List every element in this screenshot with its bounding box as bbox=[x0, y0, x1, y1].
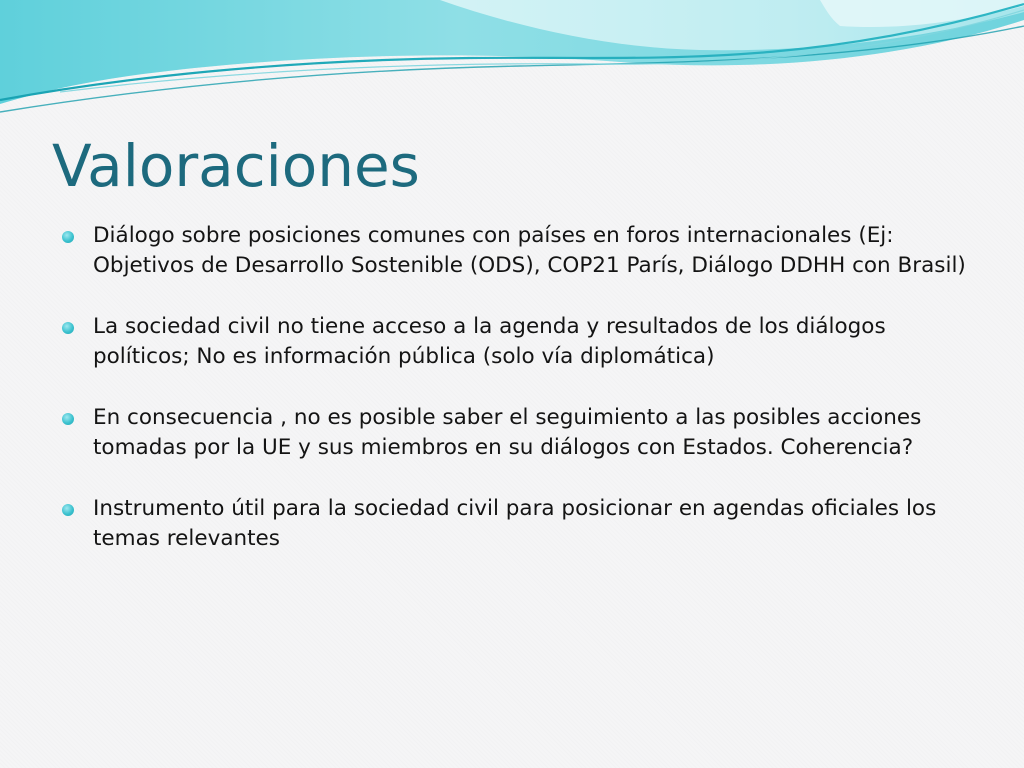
bullet-dot-icon bbox=[62, 231, 74, 243]
slide-title: Valoraciones bbox=[52, 132, 420, 200]
bullet-text: Instrumento útil para la sociedad civil para posicionar en agendas oficiales los temas relevantes bbox=[93, 496, 937, 551]
bullet-dot-icon bbox=[62, 504, 74, 516]
bullet-text: Diálogo sobre posiciones comunes con países en foros internacionales (Ej: Objetivos de Desarrollo Sostenible (ODS), COP21 París, Diálogo DDHH con Brasil) bbox=[93, 223, 966, 278]
bullet-dot-icon bbox=[62, 413, 74, 425]
bullet-item bbox=[62, 221, 967, 281]
bullet-item bbox=[62, 494, 967, 554]
bullet-list bbox=[62, 221, 967, 585]
bullet-text: La sociedad civil no tiene acceso a la agenda y resultados de los diálogos políticos; No es información pública (solo vía diplomática) bbox=[93, 314, 886, 369]
bullet-text: En consecuencia , no es posible saber el seguimiento a las posibles acciones tomadas por la UE y sus miembros en su diálogos con Estados. Coherencia? bbox=[93, 405, 922, 460]
header-wave-decoration bbox=[0, 0, 1024, 140]
bullet-item bbox=[62, 403, 967, 463]
bullet-item bbox=[62, 312, 967, 372]
bullet-dot-icon bbox=[62, 322, 74, 334]
